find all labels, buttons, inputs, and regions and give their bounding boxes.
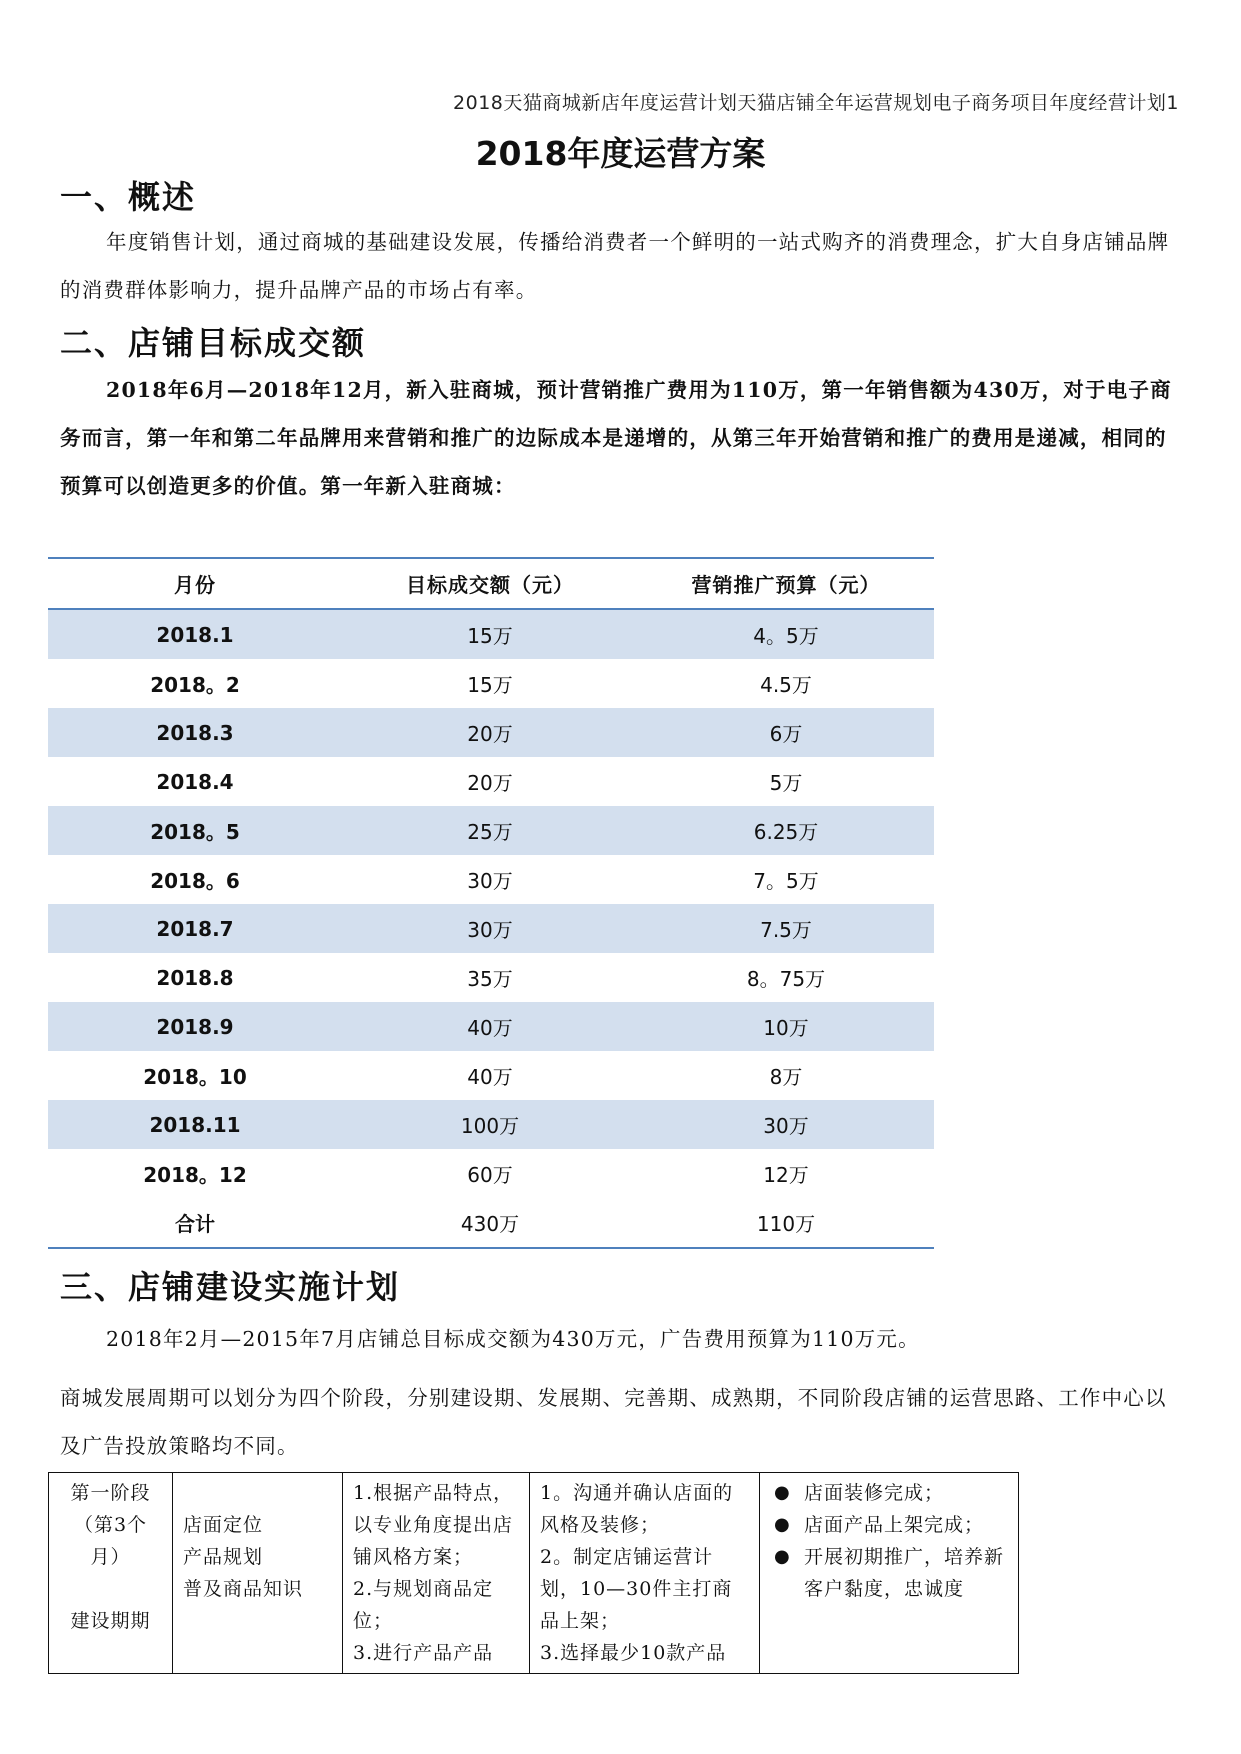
action-item: 2。制定店铺运营计划，10—30件主打商品上架； (540, 1546, 733, 1632)
table-row (48, 757, 934, 806)
column-header-month: 月份 (48, 558, 342, 609)
cell-month: 2018.11 (48, 1100, 342, 1149)
cell-budget: 7。5万 (753, 869, 819, 893)
cell-month: 2018。5 (48, 806, 342, 855)
cell-month: 2018.9 (48, 1002, 342, 1051)
cell-target: 25万 (342, 806, 638, 855)
table-row (48, 904, 934, 953)
cell-month: 2018.8 (156, 965, 234, 990)
table-row (48, 1149, 934, 1198)
stage-goals-cell (760, 1473, 1019, 1674)
plan-paragraph-1: 2018年2月—2015年7月店铺总目标成交额为430万元，广告费用预算为110万元。 (106, 1327, 920, 1351)
action-item: 1.根据产品特点，以专业角度提出店铺风格方案； (353, 1482, 514, 1568)
bullet-icon: ● (774, 1482, 791, 1503)
goal-item (774, 1477, 1008, 1509)
stage-row (49, 1473, 1019, 1674)
stage-name-cell (49, 1473, 173, 1674)
cell-month: 2018.7 (48, 904, 342, 953)
goal-item (774, 1509, 1008, 1541)
target-paragraph: 2018年6月—2018年12月，新入驻商城，预计营销推广费用为110万，第一年销售额为430万，对于电子商务而言，第一年和第二年品牌用来营销和推广的边际成本是递增的，从第三年开始营销和推广的费用是递减，相同的预算可以创造更多的价值。第一年新入驻商城： (60, 378, 1172, 498)
stage-actions-b-cell (530, 1473, 760, 1674)
cell-month: 2018.4 (156, 769, 234, 794)
focus-item: 店面定位 (183, 1514, 264, 1536)
cell-target: 60万 (467, 1163, 513, 1187)
bullet-icon: ● (774, 1546, 791, 1567)
cell-budget: 12万 (763, 1163, 809, 1187)
running-header: 2018天猫商城新店年度运营计划天猫店铺全年运营规划电子商务项目年度经营计划1 (453, 92, 1179, 114)
stage-period: 建设期期 (70, 1610, 151, 1632)
cell-month: 2018。12 (143, 1163, 247, 1187)
cell-target: 100万 (342, 1100, 638, 1149)
plan-paragraph-2: 商城发展周期可以划分为四个阶段，分别建设期、发展期、完善期、成熟期，不同阶段店铺的运营思路、工作中心以及广告投放策略均不同。 (60, 1386, 1167, 1458)
section-heading-overview: 一、概述 (60, 178, 197, 216)
cell-total-budget: 110万 (638, 1198, 934, 1248)
cell-month: 2018.1 (48, 609, 342, 659)
cell-target: 30万 (467, 869, 513, 893)
section-heading-plan: 三、店铺建设实施计划 (60, 1268, 401, 1306)
cell-budget: 5万 (769, 771, 803, 795)
cell-total-label: 合计 (48, 1198, 342, 1248)
action-item: 3.进行产品产品 (353, 1642, 494, 1664)
cell-target: 30万 (342, 904, 638, 953)
goal-text: 店面装修完成； (804, 1482, 945, 1504)
table-row (48, 708, 934, 757)
goals-list (770, 1477, 1008, 1605)
table-row (48, 659, 934, 708)
table-row (48, 1002, 934, 1051)
cell-budget: 30万 (638, 1100, 934, 1149)
bullet-icon: ● (774, 1514, 791, 1535)
action-item: 3.选择最少10款产品 (540, 1642, 727, 1664)
table-row (48, 953, 934, 1002)
cell-target: 35万 (467, 967, 513, 991)
cell-target: 15万 (467, 673, 513, 697)
stage-actions-a-cell (343, 1473, 530, 1674)
table-row (48, 1100, 934, 1149)
cell-budget: 7.5万 (638, 904, 934, 953)
goal-item (774, 1541, 1008, 1605)
stage-name: 第一阶段（第3个月） (70, 1482, 151, 1568)
stage-table (48, 1472, 1019, 1674)
action-item: 2.与规划商品定位； (353, 1578, 494, 1632)
column-header-target: 目标成交额（元） (342, 558, 638, 609)
overview-paragraph: 年度销售计划，通过商城的基础建设发展，传播给消费者一个鲜明的一站式购齐的消费理念，扩大自身店铺品牌的消费群体影响力，提升品牌产品的市场占有率。 (60, 230, 1170, 302)
cell-budget: 6万 (638, 708, 934, 757)
cell-budget: 4.5万 (760, 673, 812, 697)
table-header-row (48, 558, 934, 609)
table-row (48, 1051, 934, 1100)
action-item: 1。沟通并确认店面的风格及装修； (540, 1482, 734, 1536)
cell-month: 2018.3 (48, 708, 342, 757)
focus-item: 普及商品知识 (183, 1578, 304, 1600)
cell-budget: 10万 (638, 1002, 934, 1051)
cell-month: 2018。10 (143, 1065, 247, 1089)
cell-month: 2018。2 (150, 673, 240, 697)
table-row (48, 609, 934, 659)
cell-month: 2018。6 (150, 869, 240, 893)
cell-budget: 8万 (769, 1065, 803, 1089)
cell-budget: 4。5万 (638, 609, 934, 659)
goal-text: 开展初期推广，培养新客户黏度，忠诚度 (804, 1546, 1005, 1600)
cell-target: 20万 (467, 771, 513, 795)
focus-item: 产品规划 (183, 1546, 264, 1568)
cell-target: 40万 (467, 1065, 513, 1089)
table-total-row (48, 1198, 934, 1248)
cell-target: 20万 (342, 708, 638, 757)
column-header-budget: 营销推广预算（元） (638, 558, 934, 609)
table-row (48, 806, 934, 855)
cell-budget: 6.25万 (638, 806, 934, 855)
cell-target: 40万 (342, 1002, 638, 1051)
cell-budget: 8。75万 (746, 967, 826, 991)
goal-text: 店面产品上架完成； (804, 1514, 985, 1536)
stage-focus-cell (173, 1473, 343, 1674)
section-heading-target: 二、店铺目标成交额 (60, 324, 367, 362)
cell-target: 15万 (342, 609, 638, 659)
cell-total-target: 430万 (342, 1198, 638, 1248)
document-title: 2018年度运营方案 (475, 134, 766, 173)
table-row (48, 855, 934, 904)
target-table (48, 557, 934, 1249)
